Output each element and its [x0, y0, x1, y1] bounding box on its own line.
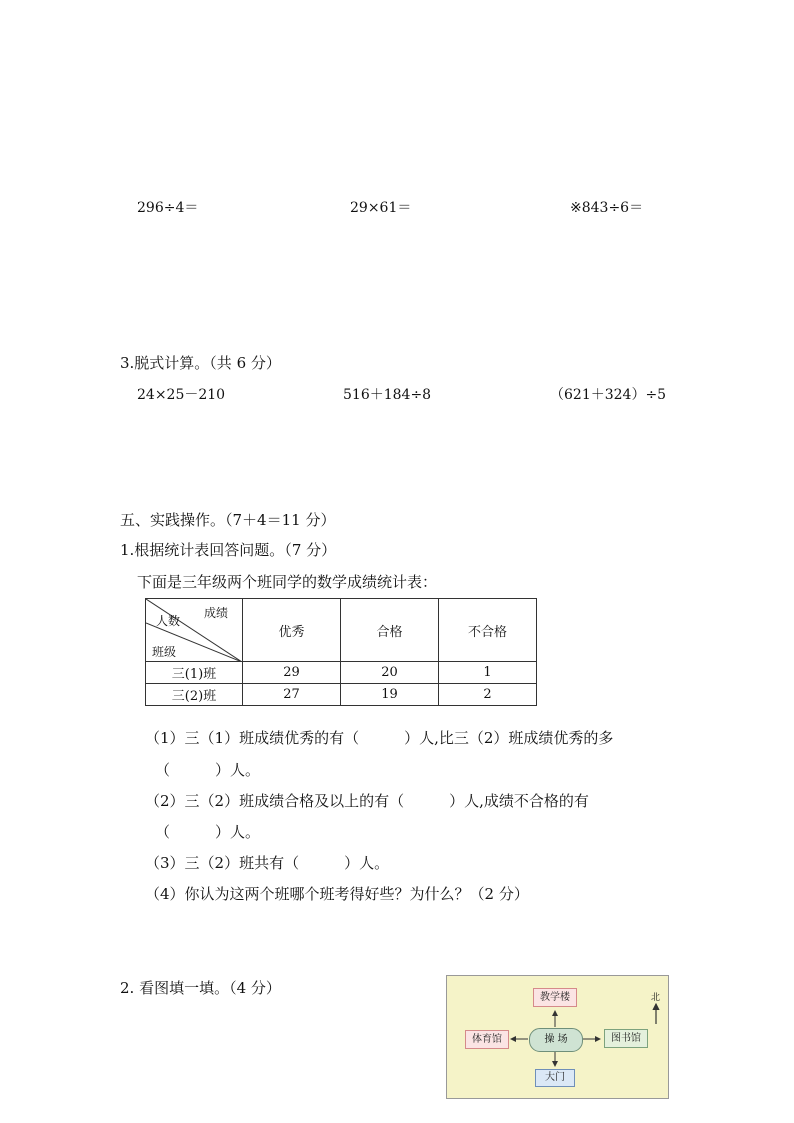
column-header: 优秀 [243, 599, 341, 662]
map-building-teaching: 教学楼 [533, 988, 577, 1007]
step-calc-title: 3.脱式计算。（共 6 分） [120, 354, 281, 372]
map-building-gym: 体育馆 [465, 1030, 509, 1049]
map-gate: 大门 [535, 1069, 575, 1087]
corner-label-count: 人数 [156, 614, 181, 628]
sub-question-2-line-2: （ ）人。 [155, 823, 261, 841]
sub-question-1-line-2: （ ）人。 [155, 761, 261, 779]
campus-map [446, 975, 669, 1099]
table-cell: 29 [243, 662, 341, 684]
calc-item-2: 29×61＝ [350, 200, 412, 216]
table-cell: 1 [439, 662, 537, 684]
row-label: 三(2)班 [146, 684, 243, 706]
sub-question-2-line-1: （2）三（2）班成绩合格及以上的有（ ）人,成绩不合格的有 [145, 792, 589, 810]
calc-item-1: 296÷4＝ [137, 200, 199, 216]
question-1-intro: 下面是三年级两个班同学的数学成绩统计表： [137, 573, 438, 591]
corner-label-class: 班级 [152, 645, 177, 659]
table-cell: 2 [439, 684, 537, 706]
sub-question-1-line-1: （1）三（1）班成绩优秀的有（ ）人,比三（2）班成绩优秀的多 [145, 729, 614, 747]
score-table [145, 598, 537, 706]
north-label: 北 [651, 993, 661, 1003]
map-playground: 操 场 [529, 1028, 583, 1052]
table-cell: 27 [243, 684, 341, 706]
column-header: 合格 [341, 599, 439, 662]
question-2-title: 2. 看图填一填。（4 分） [120, 979, 281, 997]
table-corner-cell [146, 599, 243, 662]
map-building-library: 图书馆 [604, 1029, 648, 1048]
section-title: 五、实践操作。（7＋4＝11 分） [120, 511, 336, 529]
step-calc-item-1: 24×25－210 [137, 387, 226, 403]
table-row [146, 662, 537, 684]
table-row [146, 684, 537, 706]
table-cell: 20 [341, 662, 439, 684]
sub-question-3: （3）三（2）班共有（ ）人。 [145, 854, 390, 872]
row-label: 三(1)班 [146, 662, 243, 684]
step-calc-item-3: （621＋324）÷5 [550, 387, 667, 403]
question-1-title: 1.根据统计表回答问题。（7 分） [120, 541, 337, 559]
column-header: 不合格 [439, 599, 537, 662]
sub-question-4: （4）你认为这两个班哪个班考得好些？为什么？（2 分） [145, 885, 529, 903]
calc-item-3: ※843÷6＝ [570, 200, 644, 216]
step-calc-item-2: 516＋184÷8 [343, 387, 432, 403]
corner-label-score: 成绩 [204, 606, 229, 620]
table-cell: 19 [341, 684, 439, 706]
